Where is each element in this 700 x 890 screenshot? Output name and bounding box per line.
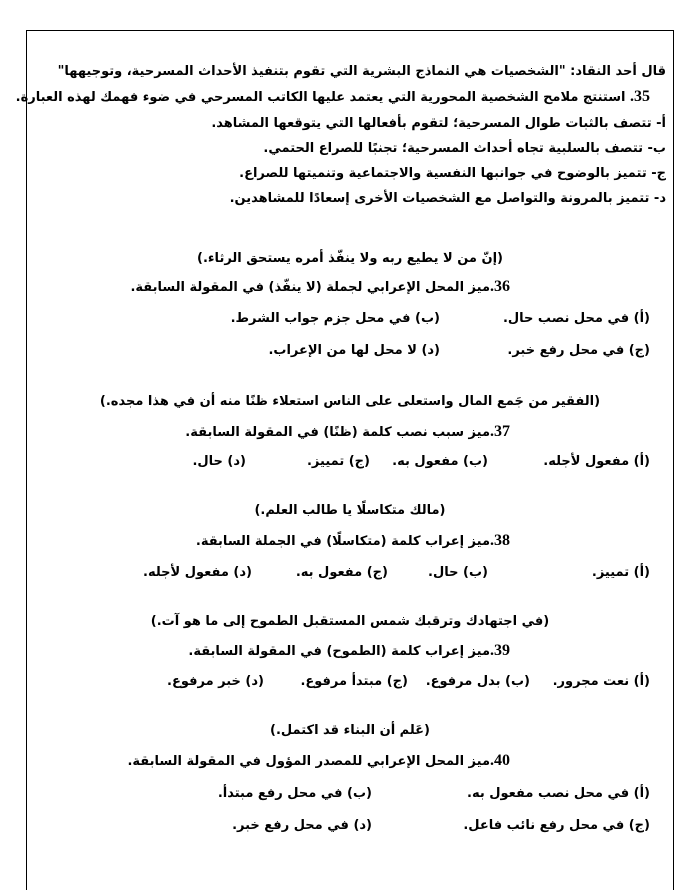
- q35-option-a: أ- تتصف بالثبات طوال المسرحية؛ لتقوم بأفعالها التي يتوقعها المشاهد.: [211, 116, 666, 131]
- question-39: [188, 642, 510, 661]
- q38-option-a: (أ) تمييز.: [591, 565, 650, 580]
- q35-option-c: ج- تتميز بالوضوح في جوانبها النفسية والاجتماعية وتنميتها للصراع.: [239, 166, 666, 181]
- question-39-number: 39.: [490, 642, 510, 659]
- q35-option-b: ب- تتصف بالسلبية تجاه أحداث المسرحية؛ تجنبًا للصراع الحتمي.: [263, 141, 666, 156]
- q40-quote: (عَلم أن البناء قد اكتمل.): [270, 723, 430, 738]
- q40-option-d: (د) في محل رفع خبر.: [232, 818, 372, 833]
- q38-quote: (مالك متكاسلًا يا طالب العلم.): [254, 503, 446, 518]
- question-40-text: ميز المحل الإعرابي للمصدر المؤول في المقولة السابقة.: [127, 754, 490, 769]
- q36-option-a: (أ) في محل نصب حال.: [502, 311, 650, 326]
- q37-option-a: (أ) مفعول لأجله.: [543, 454, 650, 469]
- q39-option-a: (أ) نعت مجرور.: [552, 674, 650, 689]
- question-37-number: 37.: [490, 423, 510, 440]
- question-35-number: 35.: [630, 88, 650, 105]
- q36-option-d: (د) لا محل لها من الإعراب.: [268, 343, 440, 358]
- q36-option-c: (ج) في محل رفع خبر.: [507, 343, 650, 358]
- q39-option-d: (د) خبر مرفوع.: [167, 674, 264, 689]
- q40-option-b: (ب) في محل رفع مبتدأ.: [217, 786, 372, 801]
- q39-option-b: (ب) بدل مرفوع.: [425, 674, 530, 689]
- q40-option-a: (أ) في محل نصب مفعول به.: [467, 786, 650, 801]
- q38-option-d: (د) مفعول لأجله.: [143, 565, 252, 580]
- q36-quote: (إنّ من لا يطيع ربه ولا ينفّذ أمره يستحق الرثاء.): [197, 251, 503, 266]
- question-37-text: ميز سبب نصب كلمة (ظنًا) في المقولة السابقة.: [185, 425, 490, 440]
- q35-option-d: د- تتميز بالمرونة والتواصل مع الشخصيات الأخرى إسعادًا للمشاهدين.: [229, 191, 666, 206]
- q38-option-c: (ج) مفعول به.: [295, 565, 388, 580]
- question-35-text: استنتج ملامح الشخصية المحورية التي يعتمد عليها الكاتب المسرحي في ضوء فهمك لهذه العبارة.: [15, 90, 626, 105]
- q40-option-c: (ج) في محل رفع نائب فاعل.: [463, 818, 650, 833]
- q38-option-b: (ب) حال.: [428, 565, 488, 580]
- q37-option-d: (د) حال.: [192, 454, 246, 469]
- critic-quote: قال أحد النقاد: "الشخصيات هي النماذج البشرية التي تقوم بتنفيذ الأحداث المسرحية، وتوجيهها": [57, 64, 666, 79]
- question-35: [16, 88, 650, 107]
- q39-option-c: (ج) مبتدأ مرفوع.: [300, 674, 408, 689]
- q37-option-b: (ب) مفعول به.: [392, 454, 488, 469]
- question-40-number: 40.: [490, 752, 510, 769]
- question-37: [185, 423, 510, 442]
- question-36: [130, 278, 510, 297]
- q39-quote: (في اجتهادك وترقبك شمس المستقبل الطموح إلى ما هو آت.): [150, 614, 550, 629]
- question-36-text: ميز المحل الإعرابي لجملة (لا ينفّذ) في المقولة السابقة.: [130, 280, 490, 295]
- question-36-number: 36.: [490, 278, 510, 295]
- q37-quote: (الفقير من جَمع المال واستعلى على الناس استعلاء ظنًا منه أن في هذا مجده.): [99, 394, 601, 409]
- question-40: [127, 752, 510, 771]
- q37-option-c: (ج) تمييز.: [306, 454, 370, 469]
- question-38-number: 38.: [490, 532, 510, 549]
- question-39-text: ميز إعراب كلمة (الطموح) في المقولة السابقة.: [188, 644, 490, 659]
- question-38-text: ميز إعراب كلمة (متكاسلًا) في الجملة السابقة.: [195, 534, 490, 549]
- question-38: [196, 532, 510, 551]
- q36-option-b: (ب) في محل جزم جواب الشرط.: [230, 311, 440, 326]
